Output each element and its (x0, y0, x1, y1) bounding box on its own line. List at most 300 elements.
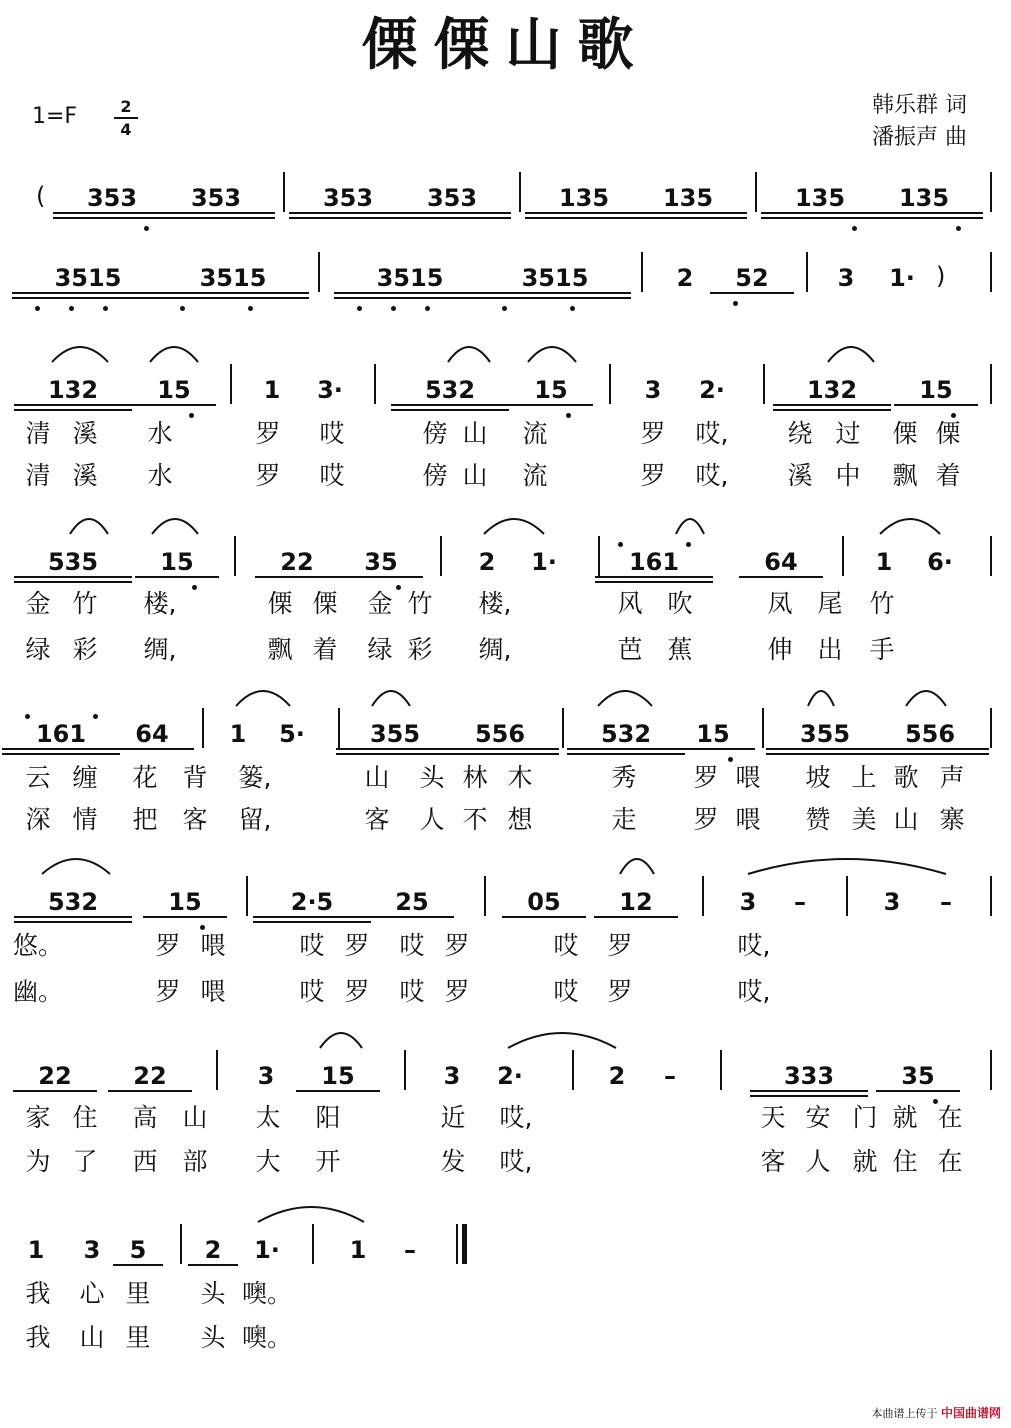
melody-line-2-beam-6-0 (595, 576, 713, 578)
melody-line-4-note-1: 15 (168, 888, 202, 916)
lyric-verse2-line3-5: 客 (364, 805, 390, 834)
melody-line-1-note-4: 532 (424, 376, 476, 404)
lyric-verse2-line6-4: 噢。 (241, 1323, 293, 1352)
melody-line-3-slur-0 (236, 691, 290, 706)
melody-line-1-low-dot-5-1 (566, 413, 571, 418)
melody-line-5-note-6: 2 (608, 1062, 626, 1090)
intro-line-1-beam-1-0 (157, 212, 275, 214)
intro-line-1-beam-6-0 (761, 212, 879, 214)
lyric-verse1-line4-2: 喂 (200, 931, 226, 960)
lyric-verse1-line2-3: 傈 (267, 589, 293, 618)
intro-line-2-note-1: 3515 (199, 264, 267, 292)
lyric-verse2-line4-1: 罗 (155, 977, 181, 1006)
melody-line-2-slur-0 (70, 519, 108, 534)
melody-line-6-final-barline (462, 1224, 467, 1264)
melody-line-6-note-1: 3 (83, 1236, 101, 1264)
melody-line-2-note-9: 6· (927, 548, 953, 576)
lyric-verse2-line1-0: 清 (25, 461, 51, 490)
lyric-verse1-line1-6: 山 (462, 419, 488, 448)
melody-line-1-slur-2 (448, 347, 490, 362)
intro-line-1-beam-6-1 (761, 217, 879, 219)
melody-line-1-note-7: 2· (699, 376, 725, 404)
melody-line-4-low-dot-1-1 (200, 925, 205, 930)
lyric-verse2-line3-3: 客 (182, 805, 208, 834)
intro-line-1-note-1: 353 (190, 184, 242, 212)
lyric-verse1-line4-7: 哎 (553, 931, 579, 960)
melody-line-1-note-8: 132 (806, 376, 858, 404)
lyric-verse2-line2-3: 飘 (267, 635, 293, 664)
intro-line-1-note-5: 135 (662, 184, 714, 212)
melody-line-3-note-8: 355 (799, 720, 851, 748)
lyric-verse2-line1-11: 中 (835, 461, 861, 490)
intro-line-1-beam-3-1 (393, 217, 511, 219)
melody-line-6-barline-0 (180, 1224, 182, 1264)
lyric-verse1-line4-4: 罗 (344, 931, 370, 960)
lyric-verse2-line3-4: 留, (238, 805, 272, 834)
melody-line-2-beam-0-0 (14, 576, 132, 578)
lyric-verse2-line4-3: 哎 (299, 977, 325, 1006)
lyric-verse2-line4-2: 喂 (200, 977, 226, 1006)
melody-line-1-barline-2 (609, 364, 611, 404)
melody-line-2-note-6: 161 (628, 548, 680, 576)
melody-line-5-note-7: – (664, 1062, 676, 1090)
melody-line-3-beam-7-0 (671, 748, 755, 750)
melody-line-1-low-dot-1-1 (189, 413, 194, 418)
lyric-verse1-line2-5: 金 (367, 589, 393, 618)
melody-line-2-slur-4 (880, 519, 940, 534)
lyric-verse1-line6-2: 里 (125, 1279, 151, 1308)
lyric-verse1-line2-2: 楼, (143, 589, 177, 618)
footer-text: 本曲谱上传于 (871, 1407, 938, 1420)
melody-line-4-barline-4 (990, 876, 992, 916)
lyric-verse2-line2-10: 伸 (767, 635, 793, 664)
melody-line-6-note-3: 2 (204, 1236, 222, 1264)
intro-line-2-note-6: 3 (837, 264, 855, 292)
lyric-verse1-line2-12: 竹 (869, 589, 895, 618)
lyric-verse1-line3-11: 喂 (735, 763, 761, 792)
melody-line-1-barline-0 (230, 364, 232, 404)
melody-line-6-barline-2 (456, 1224, 458, 1264)
melody-line-2-beam-0-1 (14, 581, 132, 583)
melody-line-2-barline-0 (234, 536, 236, 576)
lyric-verse1-line2-4: 傈 (312, 589, 338, 618)
melody-line-5-barline-4 (990, 1050, 992, 1090)
lyric-verse1-line1-0: 清 (25, 419, 51, 448)
melody-line-1-note-0: 132 (47, 376, 99, 404)
intro-line-2-low-dot-2-2 (425, 306, 430, 311)
time-signature-bottom: 4 (120, 120, 132, 139)
lyric-verse1-line2-1: 竹 (72, 589, 98, 618)
melody-line-2-barline-2 (598, 536, 600, 576)
intro-line-2-beam-5-0 (710, 292, 794, 294)
melody-line-6-note-4: 1· (254, 1236, 280, 1264)
melody-line-4-note-7: – (794, 888, 806, 916)
melody-line-1-beam-8-1 (773, 409, 891, 411)
melody-line-3-beam-9-0 (871, 748, 989, 750)
melody-line-1-slur-1 (150, 347, 198, 362)
lyric-verse2-line3-11: 喂 (735, 805, 761, 834)
lyric-verse1-line1-1: 溪 (72, 419, 98, 448)
melody-line-3-slur-2 (598, 691, 652, 706)
intro-line-2-low-dot-0-2 (103, 306, 108, 311)
melody-line-4-note-2: 2·5 (290, 888, 334, 916)
melody-line-5-note-1: 22 (133, 1062, 167, 1090)
lyric-verse1-line5-5: 阳 (315, 1103, 341, 1132)
intro-line-2-low-dot-5-0 (733, 301, 738, 306)
intro-line-1-low-dot-6-2 (852, 226, 857, 231)
lyric-verse2-line1-6: 山 (462, 461, 488, 490)
lyric-verse1-line1-12: 傈 (892, 419, 918, 448)
lyric-verse2-line5-7: 哎, (499, 1147, 533, 1176)
melody-line-3-barline-3 (762, 708, 764, 748)
melody-line-4-beam-3-0 (370, 916, 454, 918)
lyric-verse2-line4-7: 哎 (553, 977, 579, 1006)
melody-line-4-slur-2 (748, 859, 946, 874)
melody-line-3-note-2: 1 (229, 720, 247, 748)
lyric-verse2-line1-8: 罗 (640, 461, 666, 490)
intro-line-2-note-2: 3515 (376, 264, 444, 292)
melody-line-6-note-2: 5 (129, 1236, 147, 1264)
lyric-verse1-line2-0: 金 (25, 589, 51, 618)
melody-line-3-beam-5-0 (441, 748, 559, 750)
melody-line-2-slur-2 (484, 519, 544, 534)
lyric-verse2-line5-9: 人 (805, 1147, 831, 1176)
lyric-verse1-line3-2: 花 (132, 763, 158, 792)
melody-line-3-note-4: 355 (369, 720, 421, 748)
melody-line-1-beam-4-1 (391, 409, 509, 411)
melody-line-2-note-7: 64 (764, 548, 798, 576)
lyric-verse1-line1-7: 流 (522, 419, 548, 448)
lyric-verse1-line5-4: 太 (255, 1103, 281, 1132)
lyric-verse1-line3-1: 缠 (72, 763, 98, 792)
melody-line-1-note-6: 3 (644, 376, 662, 404)
melody-line-5-beam-3-0 (296, 1090, 380, 1092)
lyric-verse2-line2-9: 蕉 (667, 635, 693, 664)
melody-line-4-note-0: 532 (47, 888, 99, 916)
intro-line-2-beam-2-1 (334, 297, 486, 299)
melody-line-1-slur-0 (52, 347, 108, 362)
melody-line-5-note-2: 3 (257, 1062, 275, 1090)
melody-line-4-barline-0 (246, 876, 248, 916)
lyric-verse2-line3-2: 把 (132, 805, 158, 834)
lyric-verse1-line1-2: 水 (147, 419, 173, 448)
melody-line-6-note-5: 1 (349, 1236, 367, 1264)
lyric-verse1-line4-6: 罗 (444, 931, 470, 960)
lyric-verse1-line6-3: 头 (200, 1279, 226, 1308)
intro-line-1-note-7: 135 (898, 184, 950, 212)
lyric-verse2-line2-11: 出 (817, 635, 843, 664)
intro-line-2-note-4: 2 (676, 264, 694, 292)
melody-line-6-note-6: – (404, 1236, 416, 1264)
melody-line-3-high-dot-0-0 (25, 714, 30, 719)
lyric-verse1-line3-13: 上 (851, 763, 877, 792)
lyric-verse1-line3-15: 声 (939, 763, 965, 792)
intro-line-1-beam-4-1 (525, 217, 643, 219)
melody-line-3-barline-2 (562, 708, 564, 748)
lyric-verse1-line5-0: 家 (25, 1103, 51, 1132)
lyric-verse2-line5-4: 大 (255, 1147, 281, 1176)
lyric-verse2-line6-3: 头 (200, 1323, 226, 1352)
lyric-verse1-line1-3: 罗 (255, 419, 281, 448)
melody-line-6-note-0: 1 (27, 1236, 45, 1264)
melody-line-2-low-dot-3-1 (396, 585, 401, 590)
melody-line-3-beam-0-1 (2, 753, 120, 755)
melody-line-2-beam-1-0 (135, 576, 219, 578)
lyric-verse2-line3-6: 人 (419, 805, 445, 834)
intro-line-2-barline-0 (318, 252, 320, 292)
lyric-verse2-line2-6: 彩 (407, 635, 433, 664)
melody-line-3-barline-1 (338, 708, 340, 748)
melody-line-5-barline-0 (216, 1050, 218, 1090)
lyric-verse2-line1-5: 傍 (422, 461, 448, 490)
melody-line-1-beam-5-0 (509, 404, 593, 406)
lyric-verse2-line2-12: 手 (869, 635, 895, 664)
melody-line-2-beam-3-0 (339, 576, 423, 578)
melody-line-2-beam-7-0 (739, 576, 823, 578)
lyric-verse2-line5-6: 发 (440, 1147, 466, 1176)
time-signature-top: 2 (114, 96, 138, 119)
key-signature: 1=F (32, 104, 78, 129)
melody-line-2-low-dot-1-1 (192, 585, 197, 590)
lyric-verse2-line3-9: 走 (611, 805, 637, 834)
footer-site: 中国曲谱网 (940, 1406, 1001, 1420)
intro-line-2-beam-2-0 (334, 292, 486, 294)
melody-line-3-beam-6-0 (567, 748, 685, 750)
lyric-verse1-line5-11: 就 (892, 1103, 918, 1132)
lyric-verse2-line1-3: 罗 (255, 461, 281, 490)
melody-line-3-beam-4-0 (336, 748, 454, 750)
intro-line-1-note-3: 353 (426, 184, 478, 212)
melody-line-3-slur-3 (808, 691, 834, 706)
intro-close-paren: ) (936, 262, 946, 290)
melody-line-3-slur-1 (372, 691, 410, 706)
melody-line-3-note-6: 532 (600, 720, 652, 748)
melody-line-4-beam-0-1 (14, 921, 132, 923)
melody-line-3-note-3: 5· (279, 720, 305, 748)
intro-line-1-barline-1 (519, 172, 521, 212)
intro-line-2-beam-3-1 (479, 297, 631, 299)
melody-line-1-note-9: 15 (919, 376, 953, 404)
melody-line-3-high-dot-0-2 (93, 714, 98, 719)
melody-line-3-note-9: 556 (904, 720, 956, 748)
intro-line-1-barline-3 (990, 172, 992, 212)
song-title: 傈傈山歌 (361, 13, 650, 78)
lyric-verse2-line4-0: 幽。 (12, 977, 64, 1006)
lyric-verse2-line3-12: 赞 (805, 805, 831, 834)
lyric-verse2-line2-1: 彩 (72, 635, 98, 664)
intro-line-1-beam-2-0 (289, 212, 407, 214)
melody-line-1-note-3: 3· (317, 376, 343, 404)
lyric-verse2-line6-2: 里 (125, 1323, 151, 1352)
intro-line-1-note-0: 353 (86, 184, 138, 212)
melody-line-5-note-5: 2· (497, 1062, 523, 1090)
melody-line-1-low-dot-9-1 (951, 413, 956, 418)
lyric-verse2-line3-13: 美 (851, 805, 877, 834)
lyric-verse1-line1-5: 傍 (422, 419, 448, 448)
intro-line-2-barline-2 (806, 252, 808, 292)
lyric-verse2-line5-11: 住 (892, 1147, 918, 1176)
lyric-verse2-line2-4: 着 (312, 635, 338, 664)
melody-line-3-barline-0 (202, 708, 204, 748)
melody-line-4-barline-2 (702, 876, 704, 916)
lyric-verse2-line5-5: 开 (315, 1147, 341, 1176)
lyric-verse1-line5-3: 山 (182, 1103, 208, 1132)
melody-line-1-note-1: 15 (157, 376, 191, 404)
lyric-verse2-line3-14: 山 (893, 805, 919, 834)
lyric-verse1-line2-7: 楼, (478, 589, 512, 618)
intro-line-1-beam-4-0 (525, 212, 643, 214)
lyric-verse1-line1-10: 绕 (787, 419, 813, 448)
lyric-verse1-line4-9: 哎, (737, 931, 771, 960)
time-signature (114, 96, 138, 140)
melody-line-1-barline-3 (763, 364, 765, 404)
lyric-verse1-line1-8: 罗 (640, 419, 666, 448)
melody-line-1-slur-3 (528, 347, 576, 362)
melody-line-2-note-3: 35 (364, 548, 398, 576)
intro-line-2-note-7: 1· (889, 264, 915, 292)
lyric-verse1-line5-6: 近 (440, 1103, 466, 1132)
melody-line-3-low-dot-7-1 (728, 757, 733, 762)
melody-line-1-beam-0-1 (14, 409, 132, 411)
intro-line-2-note-3: 3515 (521, 264, 589, 292)
melody-line-5-beam-8-0 (750, 1090, 868, 1092)
intro-line-2-low-dot-2-0 (357, 306, 362, 311)
melody-line-5-barline-2 (572, 1050, 574, 1090)
lyric-verse2-line3-10: 罗 (693, 805, 719, 834)
melody-line-2-barline-1 (440, 536, 442, 576)
melody-line-5-beam-9-0 (876, 1090, 960, 1092)
lyric-verse1-line1-4: 哎 (319, 419, 345, 448)
melody-line-5-barline-1 (404, 1050, 406, 1090)
footer (871, 1404, 1001, 1421)
lyric-verse1-line3-3: 背 (182, 763, 208, 792)
lyric-verse1-line5-2: 高 (132, 1103, 158, 1132)
intro-line-1-low-dot-7-2 (956, 226, 961, 231)
lyric-verse1-line4-8: 罗 (607, 931, 633, 960)
lyric-verse1-line3-5: 山 (364, 763, 390, 792)
lyric-verse2-line5-12: 在 (937, 1147, 963, 1176)
melody-line-6-beam-2-0 (113, 1264, 163, 1266)
lyric-verse2-line3-15: 寨 (939, 805, 965, 834)
intro-line-1-beam-5-1 (629, 217, 747, 219)
intro-line-1-barline-0 (283, 172, 285, 212)
melody-line-3-beam-9-1 (871, 753, 989, 755)
intro-line-2-barline-3 (990, 252, 992, 292)
melody-line-2-note-4: 2 (478, 548, 496, 576)
intro-line-2-note-5: 52 (735, 264, 769, 292)
intro-line-2-low-dot-1-0 (180, 306, 185, 311)
intro-line-2-beam-1-0 (157, 292, 309, 294)
melody-line-1-note-2: 1 (263, 376, 281, 404)
intro-line-1-note-6: 135 (794, 184, 846, 212)
lyric-verse2-line3-1: 情 (72, 805, 98, 834)
intro-line-1-low-dot-0-2 (144, 226, 149, 231)
melody-line-4-beam-2-0 (253, 916, 371, 918)
intro-line-1-beam-3-0 (393, 212, 511, 214)
melody-line-4-beam-4-0 (502, 916, 586, 918)
lyric-verse1-line5-7: 哎, (499, 1103, 533, 1132)
intro-open-paren: ( (36, 182, 46, 210)
melody-line-3-note-0: 161 (35, 720, 87, 748)
melody-line-4-barline-3 (846, 876, 848, 916)
melody-line-2-barline-4 (990, 536, 992, 576)
lyric-verse1-line5-12: 在 (937, 1103, 963, 1132)
lyric-verse2-line1-7: 流 (522, 461, 548, 490)
lyric-verse1-line6-4: 噢。 (241, 1279, 293, 1308)
melody-line-2-note-2: 22 (280, 548, 314, 576)
intro-line-2-beam-0-1 (12, 297, 164, 299)
lyric-verse2-line4-6: 罗 (444, 977, 470, 1006)
intro-line-2-low-dot-3-0 (502, 306, 507, 311)
lyric-verse1-line5-8: 天 (760, 1103, 786, 1132)
lyric-verse2-line1-1: 溪 (72, 461, 98, 490)
lyric-verse2-line4-5: 哎 (399, 977, 425, 1006)
lyric-verse1-line3-14: 歌 (893, 763, 919, 792)
melody-line-1-barline-1 (374, 364, 376, 404)
lyric-verse1-line2-8: 风 (617, 589, 643, 618)
melody-line-4-beam-5-0 (594, 916, 678, 918)
intro-line-2-low-dot-0-0 (35, 306, 40, 311)
melody-line-3-beam-4-1 (336, 753, 454, 755)
lyric-verse2-line5-3: 部 (182, 1147, 208, 1176)
lyric-verse1-line3-4: 篓, (238, 763, 272, 792)
intro-line-2-low-dot-1-2 (248, 306, 253, 311)
lyric-verse1-line1-9: 哎, (695, 419, 729, 448)
melody-line-3-note-5: 556 (474, 720, 526, 748)
melody-line-1-beam-0-0 (14, 404, 132, 406)
melody-line-4-slur-1 (620, 859, 654, 874)
melody-line-6-barline-1 (312, 1224, 314, 1264)
lyric-verse1-line3-0: 云 (25, 763, 51, 792)
lyric-verse2-line1-10: 溪 (787, 461, 813, 490)
melody-line-3-beam-5-1 (441, 753, 559, 755)
lyric-verse2-line5-0: 为 (25, 1147, 51, 1176)
intro-line-1-note-4: 135 (558, 184, 610, 212)
lyric-verse1-line1-11: 过 (835, 419, 861, 448)
lyric-verse2-line5-1: 了 (72, 1147, 98, 1176)
lyric-verse1-line2-9: 吹 (667, 589, 693, 618)
melody-line-6-slur-0 (258, 1207, 364, 1222)
melody-line-2-note-8: 1 (875, 548, 893, 576)
melody-line-3-note-1: 64 (135, 720, 169, 748)
lyric-verse1-line5-9: 安 (805, 1103, 831, 1132)
lyric-verse1-line3-9: 秀 (611, 763, 637, 792)
lyric-verse2-line4-8: 罗 (607, 977, 633, 1006)
lyric-verse1-line4-5: 哎 (399, 931, 425, 960)
melody-line-3-beam-6-1 (567, 753, 685, 755)
lyric-verse1-line4-3: 哎 (299, 931, 325, 960)
lyric-verse1-line1-13: 傈 (935, 419, 961, 448)
intro-line-1-note-2: 353 (322, 184, 374, 212)
lyric-verse2-line6-1: 山 (79, 1323, 105, 1352)
lyric-verse1-line6-0: 我 (25, 1279, 51, 1308)
melody-line-6-beam-3-0 (188, 1264, 238, 1266)
intro-line-1-beam-0-0 (53, 212, 171, 214)
lyric-verse1-line3-12: 坡 (805, 763, 831, 792)
melody-line-2-beam-6-1 (595, 581, 713, 583)
melody-line-4-note-4: 05 (527, 888, 561, 916)
lyric-verse2-line2-2: 绸, (143, 635, 177, 664)
melody-line-1-barline-4 (990, 364, 992, 404)
melody-line-3-barline-4 (990, 708, 992, 748)
lyric-verse1-line3-6: 头 (419, 763, 445, 792)
melody-line-4-note-5: 12 (619, 888, 653, 916)
melody-line-2-note-0: 535 (47, 548, 99, 576)
lyric-verse1-line2-11: 尾 (817, 589, 843, 618)
lyric-verse2-line1-9: 哎, (695, 461, 729, 490)
melody-line-4-note-9: – (940, 888, 952, 916)
intro-line-1-beam-7-1 (865, 217, 983, 219)
